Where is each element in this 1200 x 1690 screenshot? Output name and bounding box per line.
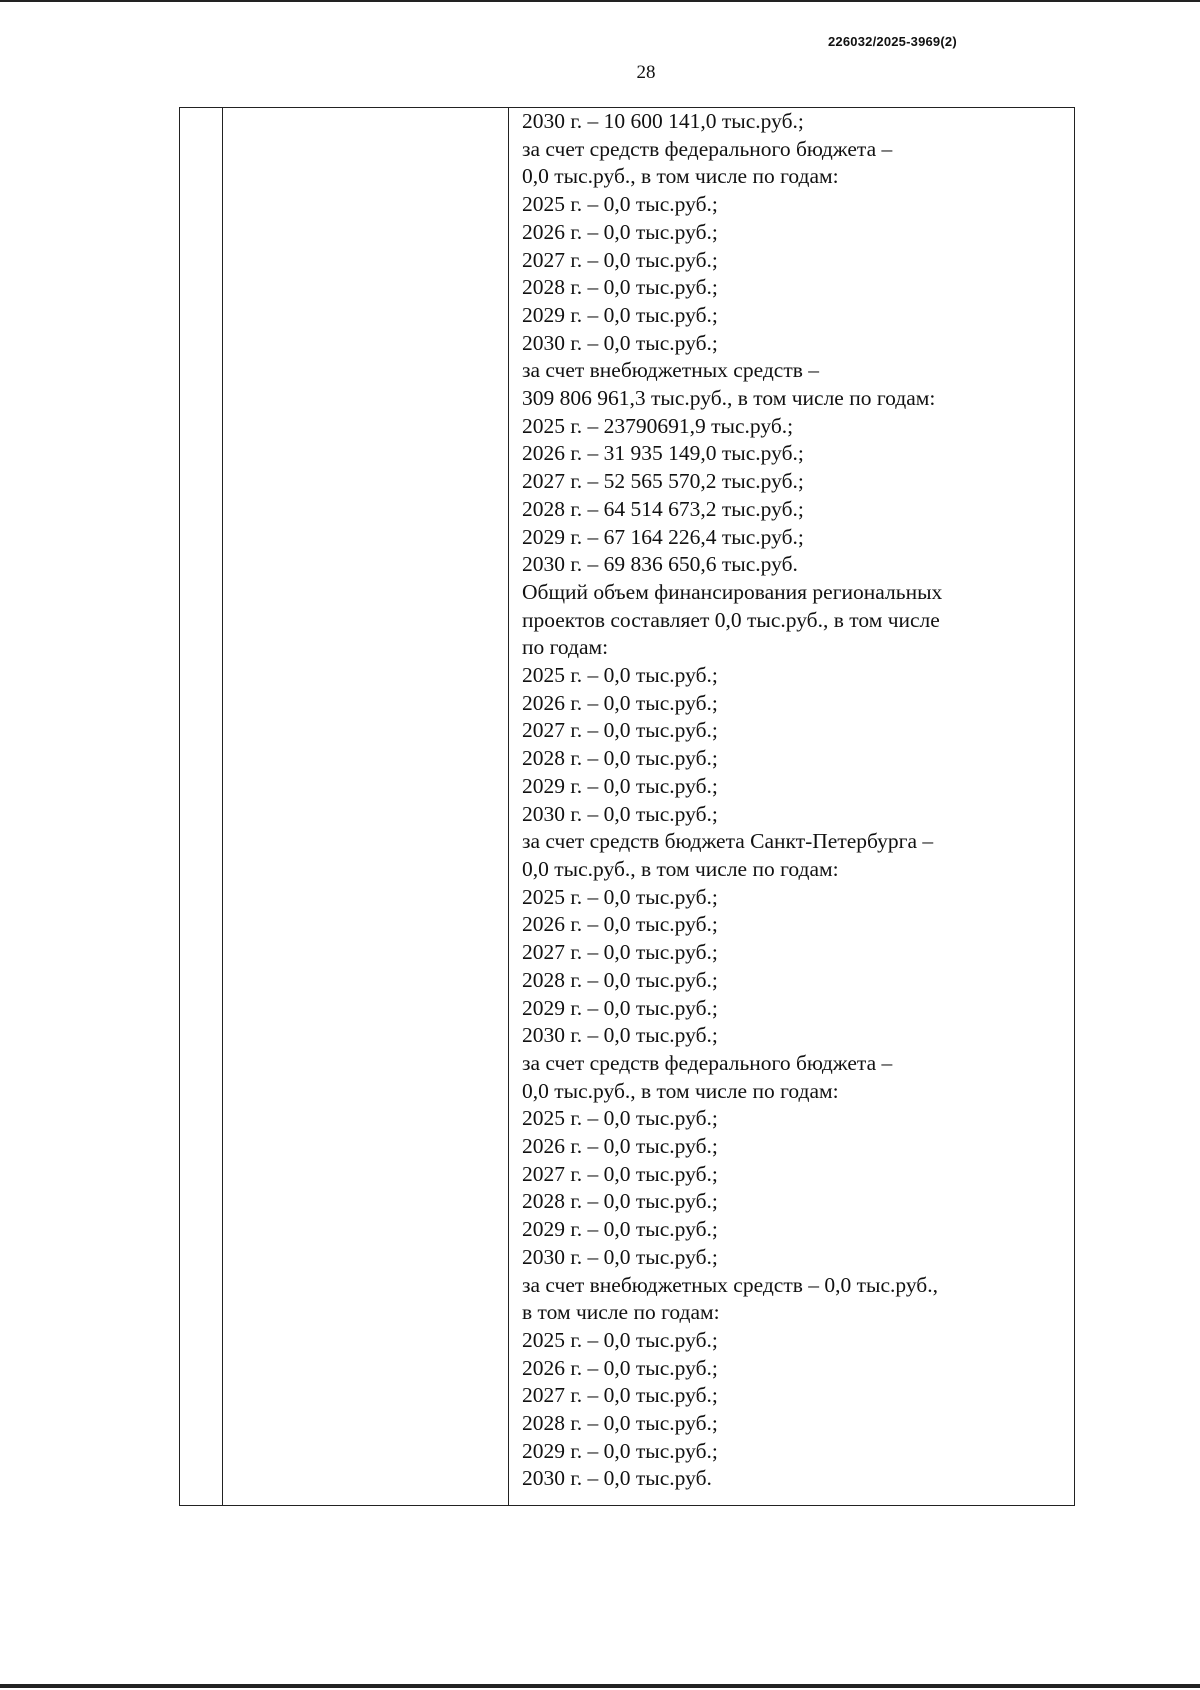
text-line: 2026 г. – 31 935 149,0 тыс.руб.; [522, 441, 804, 466]
text-line: за счет средств бюджета Санкт-Петербурга – [522, 829, 934, 854]
text-line: 2029 г. – 0,0 тыс.руб.; [522, 995, 718, 1020]
text-line: 2027 г. – 0,0 тыс.руб.; [522, 1161, 718, 1186]
text-line: 2028 г. – 0,0 тыс.руб.; [522, 746, 718, 771]
document-number: 226032/2025-3969(2) [828, 34, 957, 49]
text-line: 2030 г. – 0,0 тыс.руб.; [522, 330, 718, 355]
text-line: за счет средств федерального бюджета – [522, 136, 893, 161]
text-line: в том числе по годам: [522, 1300, 720, 1325]
text-line: 2026 г. – 0,0 тыс.руб.; [522, 690, 718, 715]
text-line: 2025 г. – 0,0 тыс.руб.; [522, 1327, 718, 1352]
text-line: 2027 г. – 0,0 тыс.руб.; [522, 940, 718, 965]
text-line: 2025 г. – 0,0 тыс.руб.; [522, 663, 718, 688]
text-line: 2029 г. – 67 164 226,4 тыс.руб.; [522, 524, 804, 549]
table-column-divider [508, 108, 509, 1505]
page-bottom-border [0, 1684, 1200, 1688]
text-line: 309 806 961,3 тыс.руб., в том числе по годам: [522, 386, 936, 411]
text-line: 2027 г. – 0,0 тыс.руб.; [522, 1383, 718, 1408]
text-line: 2030 г. – 0,0 тыс.руб.; [522, 1244, 718, 1269]
text-line: 2025 г. – 0,0 тыс.руб.; [522, 192, 718, 217]
text-line: 2025 г. – 0,0 тыс.руб.; [522, 884, 718, 909]
financing-details-cell [522, 108, 1062, 1493]
page-number: 28 [636, 62, 656, 83]
text-line: 2028 г. – 0,0 тыс.руб.; [522, 1411, 718, 1436]
text-line: 2026 г. – 0,0 тыс.руб.; [522, 1134, 718, 1159]
text-line: 2029 г. – 0,0 тыс.руб.; [522, 1438, 718, 1463]
text-line: 2027 г. – 0,0 тыс.руб.; [522, 718, 718, 743]
text-line: 2030 г. – 10 600 141,0 тыс.руб.; [522, 109, 804, 133]
text-line: 2029 г. – 0,0 тыс.руб.; [522, 1217, 718, 1242]
text-line: проектов составляет 0,0 тыс.руб., в том числе [522, 607, 940, 632]
financing-table [179, 107, 1075, 1506]
text-line: за счет внебюджетных средств – 0,0 тыс.руб., [522, 1272, 938, 1297]
text-line: 0,0 тыс.руб., в том числе по годам: [522, 1078, 839, 1103]
text-line: 2026 г. – 0,0 тыс.руб.; [522, 1355, 718, 1380]
text-line: за счет внебюджетных средств – [522, 358, 819, 383]
text-line: 2030 г. – 0,0 тыс.руб. [522, 1466, 712, 1491]
text-line: за счет средств федерального бюджета – [522, 1050, 893, 1075]
text-line: 2025 г. – 0,0 тыс.руб.; [522, 1106, 718, 1131]
text-line: 0,0 тыс.руб., в том числе по годам: [522, 164, 839, 189]
text-line: 2030 г. – 0,0 тыс.руб.; [522, 1023, 718, 1048]
text-line: 2026 г. – 0,0 тыс.руб.; [522, 219, 718, 244]
text-line: 2028 г. – 64 514 673,2 тыс.руб.; [522, 496, 804, 521]
page-top-border [0, 0, 1200, 2]
text-line: 2028 г. – 0,0 тыс.руб.; [522, 1189, 718, 1214]
text-line: 2025 г. – 23790691,9 тыс.руб.; [522, 413, 794, 438]
text-line: 2027 г. – 0,0 тыс.руб.; [522, 247, 718, 272]
text-line: 2028 г. – 0,0 тыс.руб.; [522, 275, 718, 300]
text-line: 2026 г. – 0,0 тыс.руб.; [522, 912, 718, 937]
text-line: 2030 г. – 69 836 650,6 тыс.руб. [522, 552, 798, 577]
text-line: 2029 г. – 0,0 тыс.руб.; [522, 773, 718, 798]
text-line: 2030 г. – 0,0 тыс.руб.; [522, 801, 718, 826]
text-line: 2028 г. – 0,0 тыс.руб.; [522, 967, 718, 992]
text-line: 2027 г. – 52 565 570,2 тыс.руб.; [522, 469, 804, 494]
text-line: 0,0 тыс.руб., в том числе по годам: [522, 856, 839, 881]
table-column-divider [222, 108, 223, 1505]
text-line: Общий объем финансирования региональных [522, 579, 943, 604]
text-line: 2029 г. – 0,0 тыс.руб.; [522, 302, 718, 327]
text-line: по годам: [522, 635, 609, 660]
